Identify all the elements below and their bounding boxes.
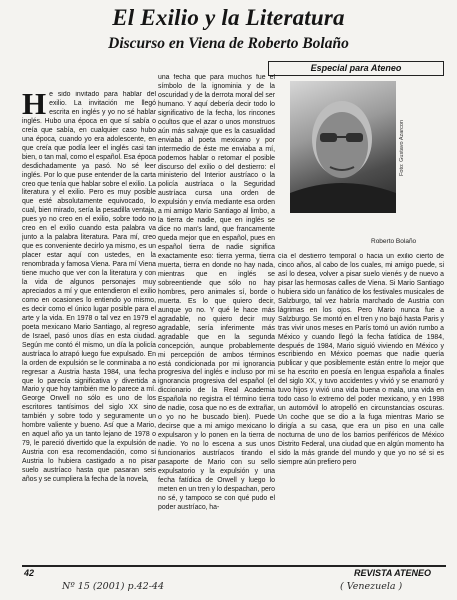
footer-divider: [22, 565, 446, 567]
magazine-name: REVISTA ATENEO: [354, 568, 432, 578]
handwritten-citation: Nº 15 (2001) p.42-44: [62, 581, 165, 592]
column-1-text: e sido invitado para hablar del exilio. La invitación me llegó escrita en inglés y yo no sé hablar inglés. Hubo una época en que sí sabía o creía que sabía, en cualquier caso hubo una época, cuando yo era adolescente, en que creía que podía leer el inglés casi tan bien, o tan mal, como el español. Esa época desdichadamente ya pasó. No sé leer inglés. Por lo que puse entender de la carta creo que tenía que hablar sobre el exilio. La literatura y el exilio. Pero es muy posible que esté absolutamente equivocado, lo cual, bien mirado, sería la pesadilla ventaja, pues yo no creo en el exilio, sobre todo no creo en el exilio cuando esta palabra va junto a la palabra literatura. Para mí, creo que es conveniente decirlo ya mismo, es un placer estar aquí con ustedes, en la renombrada y famosa Viena. Para mí Viena tiene mucho que ver con la literatura y con la vida de algunos personajes muy apreciados a mí y que entendieron el exilio como en ocasiones lo entiendo yo mismo, es decir como el único lugar posible para el arte y la vida. En 1978 o tal vez en 1979 el poeta mexicano Mario Santiago, al regreso de Israel, pasó unos días en esta ciudad. Según me contó él mismo, un día la policía austríaca lo atrapó luego fue expulsado. En la orden de expulsión se le conminaba a no regresar a Austria hasta 1984, una fecha que lo parecía significativa y divertida a Mario y que hoy también me lo parece a mí. George Orwell no sólo es uno de los escritores tantísimos del siglo XX sino también y sobre todo y seguramente un hombre valiente y bueno. Así que a Mario, en aquel año ya un tanto lejano de 1978 o 79, le pareció divertido que la expulsión de Austria con esa recomendación, como si Austria lo hubiera castigado a no pisar suelo austríaco hasta que pasaran seis años y se cumpliera la fecha de la novela,: [22, 91, 156, 483]
drop-cap: H: [22, 91, 47, 121]
page-number: 42: [24, 568, 35, 578]
author-photo: [290, 81, 396, 213]
photo-credit: Foto: Gustavo Azarcon: [399, 120, 405, 176]
handwritten-country: ( Venezuela ): [340, 581, 403, 592]
photo-caption: Roberto Bolaño: [371, 238, 417, 245]
article-column-2: una fecha que para muchos fue el símbolo de la ignominia y de la oscuridad y de la derrota moral del ser humano. Y aquí debería decir todo lo significativo de la fecha, los rincones ocultos que el azar o unos monstruos aún más salvaje que es la casualidad enviaba al poeta mexicano y por intermedio de éste me enviaba a mí, podemos hablar o retomar el posible discurso del exilio o del destierro: el ministerio del Interior austríaco o la policía austríaca o la Seguridad austríaca cursa una orden de expulsión y envía mediante esa orden a mi amigo Mario Santiago al limbo, a la tierra de nadie, que en inglés se dice no man's land, que francamente queda mejor que en español, pues en español tierra de nadie significa exactamente eso: tierra yerma, tierra muerta, tierra en donde no hay nada, mientras que en inglés se sobreentiende que sólo no hay hombres, pero animales sí, borde o muerta. Es lo que quiero decir, aunque yo no. Y qué le hace más agradable, no quiero decir muy agradable, sería inferimente más agradable que en la segunda concepción, aunque probablemente mi percepción de ambos términos está condicionada por mi ignorancia progresiva del inglés e incluso por mi ignorancia progresiva del español (el diccionario de la Real Academia Española no registra el término tierra de nadie, cosa que no es de extrañar, o yo no he buscado bien). Puede decirse que a mi amigo mexicano lo expulsaron y lo ponen en la tierra de nadie. Yo no lo escena a sus unos funcionarios austríacos tirando el pasaporte de Mario con su sello expulsatorio y la expulsión y una fecha fatídica de Orwell y luego lo meten en un tren y lo despachan, pero no sé, y tampoco se con qué pudo el poder austríaco, ha-: [158, 74, 275, 511]
article-title: El Exilio y la Literatura: [112, 5, 345, 30]
article-column-1: [22, 91, 156, 558]
author-portrait-image: [290, 81, 396, 213]
article-subtitle: Discurso en Viena de Roberto Bolaño: [108, 35, 349, 52]
article-column-3: cía el destierro temporal o hacia un exilio cierto de cinco años, al cabo de los cuales, mi amigo puede, si así lo desea, volver a pisar suelo vienés y de nuevo a pisar las hermosas calles de Viena. Si Mario Santiago hubiera sido un fanático de los festivales musicales de Salzburgo, tal vez habría marchado de Austria con lágrimas en los ojos. Pero Mario nunca fue a Salzburgo. Se montó en el tren y no bajó hasta Paris y tras vivir unos meses en París tomó un avión rumbo a México y cuando llegó la fecha fatídica de 1984, después de 1984, Mario siguió viviendo en México y escribiendo en México poemas que nadie quería publicar y que posiblemente están entre lo mejor que se ha escrito en poesía en lengua española a finales del siglo XX, y tuvo accidentes y vivió y se enamoró y tuvo hijos y vivió una vida buena o mala, una vida en todo caso lo extremo del poder mexicano, y en 1998 un automóvil lo atropelló en circunstancias oscuras. Un coche que se dio a la fuga mientras Mario se dirigía a su casa, que era un piso en una calle nocturna de uno de los barrios periféricos de México Distrito Federal, una ciudad que en algún momento ha sido la más grande del mundo y que yo no sé si es siempre aún prefiero pero: [278, 253, 444, 466]
section-label: Especial para Ateneo: [268, 61, 444, 76]
